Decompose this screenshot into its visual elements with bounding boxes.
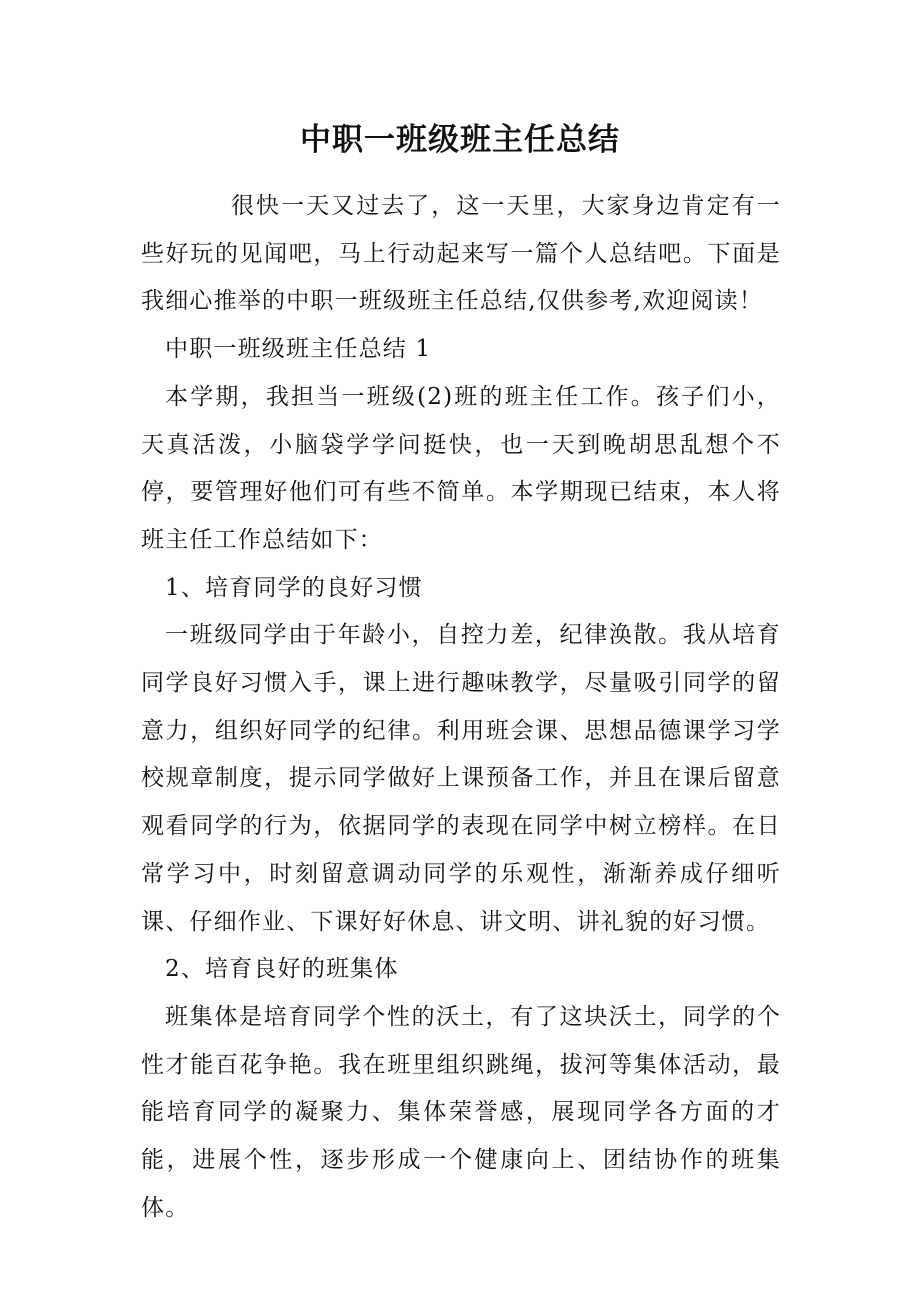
document-body <box>141 183 781 1232</box>
item-1-heading: 1、培育同学的良好习惯 <box>165 574 423 601</box>
section-heading: 中职一班级班主任总结 1 <box>165 336 432 363</box>
paragraph-1: 本学期，我担当一班级(2)班的班主任工作。孩子们小，天真活泼，小脑袋学学问挺快，也一天到晚胡思乱想个不停，要管理好他们可有些不简单。本学期现已结束，本人将班主任工作总结如下： <box>141 383 781 553</box>
intro-paragraph: 很快一天又过去了，这一天里，大家身边肯定有一些好玩的见闻吧，马上行动起来写一篇个人总结吧。下面是我细心推举的中职一班级班主任总结,仅供参考,欢迎阅读！ <box>141 193 781 315</box>
item-1-paragraph: 一班级同学由于年龄小，自控力差，纪律涣散。我从培育同学良好习惯入手，课上进行趣味教学，尽量吸引同学的留意力，组织好同学的纪律。利用班会课、思想品德课学习学校规章制度，提示同学做好上课预备工作，并且在课后留意观看同学的行为，依据同学的表现在同学中树立榜样。在日常学习中，时刻留意调动同学的乐观性，渐渐养成仔细听课、仔细作业、下课好好休息、讲文明、讲礼貌的好习惯。 <box>141 622 781 935</box>
item-2-heading: 2、培育良好的班集体 <box>165 956 399 983</box>
item-2-paragraph: 班集体是培育同学个性的沃土，有了这块沃土，同学的个性才能百花争艳。我在班里组织跳绳，拔河等集体活动，最能培育同学的凝聚力、集体荣誉感，展现同学各方面的才能，进展个性，逐步形成一个健康向上、团结协作的班集体。 <box>141 1003 781 1221</box>
document-title: 中职一班级班主任总结 <box>300 122 620 158</box>
